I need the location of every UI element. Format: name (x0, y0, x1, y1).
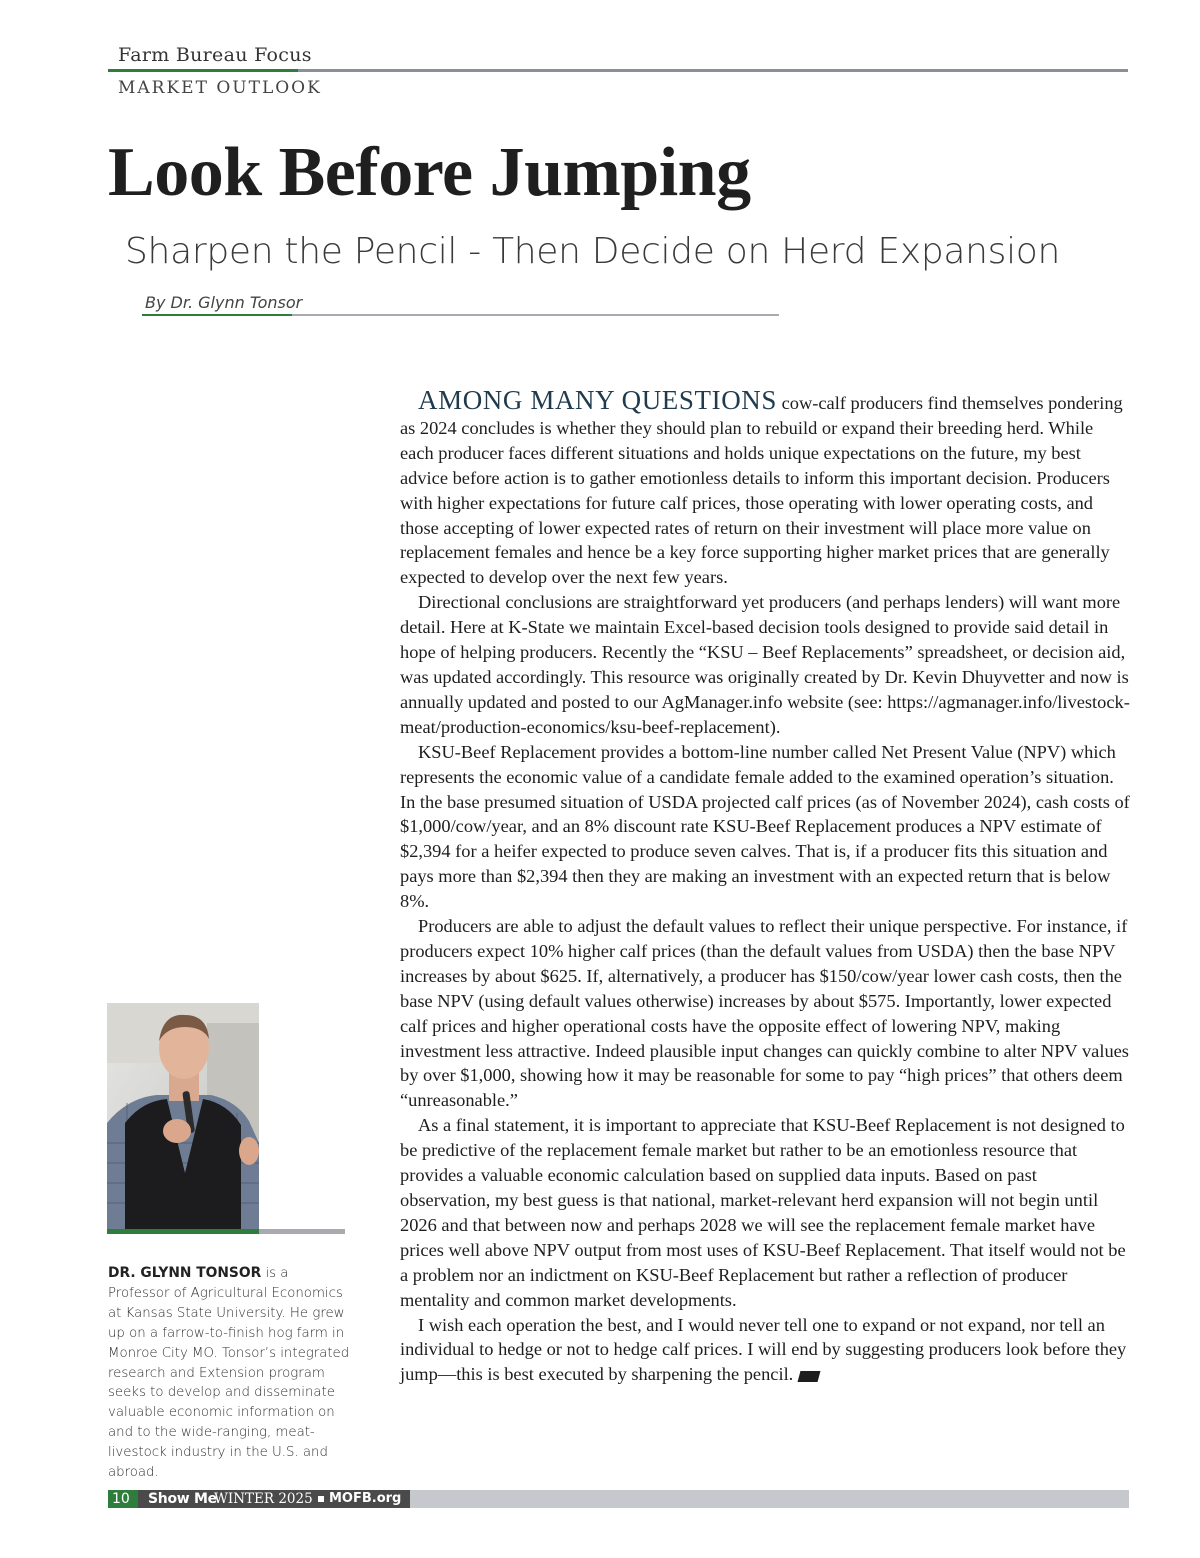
publication-section: Farm Bureau Focus (118, 44, 312, 66)
separator-square-icon (318, 1496, 324, 1502)
byline-rule-accent (142, 314, 292, 316)
article-paragraph (400, 385, 1130, 590)
article-paragraph (400, 1313, 1130, 1388)
article-paragraph: Directional conclusions are straightforward yet producers (and perhaps lenders) will want more detail. Here at K-State we maintain Excel-based decision tools designed to provide said detail in hope of helping producers. Recently the “KSU – Beef Replacements” spreadsheet, or decision aid, was updated accordingly. This resource was originally created by Dr. Kevin Dhuyvetter and now is annually updated and posted to our AgManager.info website (see: https://agmanager.info/livestock-meat/production-economics/ksu-beef-replacement). (400, 592, 1130, 737)
website-link[interactable]: MOFB.org (329, 1491, 402, 1506)
magazine-name: Show Me (148, 1491, 217, 1507)
article-body (400, 385, 1130, 1387)
lead-in: AMONG MANY QUESTIONS (418, 385, 778, 415)
end-mark-icon (798, 1371, 821, 1382)
article-paragraph: Producers are able to adjust the default values to reflect their unique perspective. For instance, if producers expect 10% higher calf prices (than the default values from USDA) then the base NPV increases by about $625. If, alternatively, a producer has $150/cow/year lower cash costs, then the base NPV (using default values otherwise) increases by about $575. Importantly, lower expected calf prices and higher operational costs have the opposite effect of lowering NPV, making investment less attractive. Indeed plausible input changes can quickly combine to alter NPV values by over $1,000, showing how it may be reasonable for some to pay “high prices” that others deem “unreasonable.” (400, 916, 1129, 1111)
author-bio-text: is a Professor of Agricultural Economics at Kansas State University. He grew up on a farrow-to-finish hog farm in Monroe City MO. Tonsor’s integrated research and Extension program seeks to develop and disseminate valuable economic information on and to the wide-ranging, meat-livestock industry in the U.S. and abroad. (108, 1266, 350, 1481)
article-paragraph: KSU-Beef Replacement provides a bottom-line number called Net Present Value (NPV) which represents the economic value of a candidate female added to the examined operation’s situation. In the base presumed situation of USDA projected calf prices (as of November 2024), cash costs of $1,000/cow/year, and an 8% discount rate KSU-Beef Replacement produces a NPV estimate of $2,394 for a heifer expected to produce seven calves. That is, if a producer fits this situation and pays more than $2,394 then they are making an investment with an expected return that is below 8%. (400, 741, 1130, 912)
author-bio (108, 1264, 350, 1483)
article-subtitle: Sharpen the Pencil - Then Decide on Herd Expansion (125, 231, 1061, 272)
page-number: 10 (112, 1491, 130, 1507)
paragraph-text: I wish each operation the best, and I would never tell one to expand or not expand, nor tell an individual to hedge or not to hedge calf prices. I will end by suggesting producers look before they jump—this is best executed by sharpening the pencil. (400, 1314, 1127, 1385)
photo-caption-rule-accent (107, 1229, 259, 1234)
author-photo-illustration (107, 1003, 259, 1229)
author-photo (107, 1003, 259, 1229)
issue-label: WINTER 2025 (214, 1491, 313, 1507)
byline: By Dr. Glynn Tonsor (145, 293, 303, 312)
header-rule-accent (108, 69, 298, 72)
article-paragraph: As a final statement, it is important to appreciate that KSU-Beef Replacement is not designed to be predictive of the replacement female market but rather to be an emotionless resource that provides a valuable economic calculation based on supplied data inputs. Based on past observation, my best guess is that national, market-relevant herd expansion will not begin until 2026 and that between now and perhaps 2028 we will see the replacement female market have prices well above NPV output from most uses of KSU-Beef Replacement. That itself would not be a problem nor an indictment on KSU-Beef Replacement but rather a reflection of producer mentality and common market developments. (400, 1115, 1126, 1310)
paragraph-text: cow-calf producers find themselves pondering as 2024 concludes is whether they should plan to rebuild or expand their breeding herd. While each producer faces different situations and holds unique expectations on the future, my best advice before action is to gather emotionless details to inform this important decision. Producers with higher expectations for future calf prices, those operating with lower operating costs, and those accepting of lower expected rates of return on their investment will place more value on replacement females and hence be a key force supporting higher market prices that are generally expected to develop over the next few years. (400, 393, 1123, 588)
author-bio-name: DR. GLYNN TONSOR (108, 1265, 262, 1281)
section-label: MARKET OUTLOOK (118, 78, 322, 98)
article-title: Look Before Jumping (108, 134, 751, 211)
